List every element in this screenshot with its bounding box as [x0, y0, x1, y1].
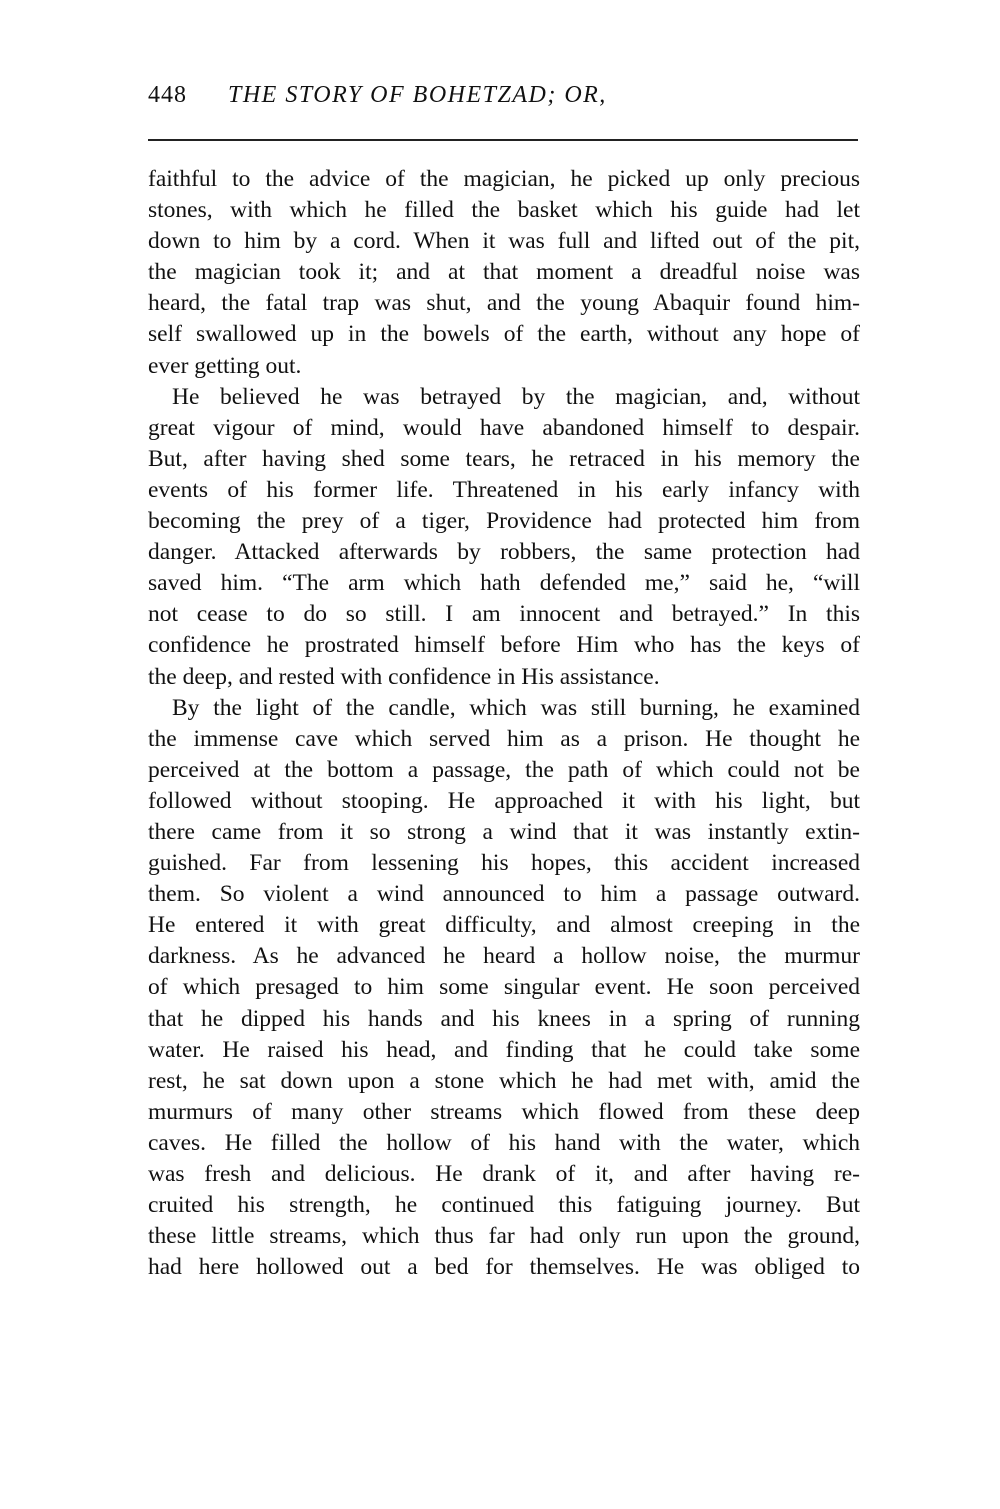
- text-line: becoming the prey of a tiger, Providence had protected him from: [148, 508, 860, 535]
- text-line: great vigour of mind, would have abandoned himself to despair.: [148, 414, 860, 441]
- text-line: murmurs of many other streams which flowed from these deep: [148, 1098, 860, 1125]
- text-line: the magician took it; and at that moment a dreadful noise was: [148, 259, 860, 286]
- text-line: rest, he sat down upon a stone which he had met with, amid the: [148, 1067, 860, 1094]
- text-line: was fresh and delicious. He drank of it, and after having re-: [148, 1161, 860, 1187]
- text-line: events of his former life. Threatened in his early infancy with: [148, 476, 860, 503]
- text-line: stones, with which he filled the basket which his guide had let: [148, 197, 860, 224]
- text-line: there came from it so strong a wind that it was instantly extin-: [148, 818, 860, 845]
- text-line: confidence he prostrated himself before Him who has the keys of: [148, 632, 860, 659]
- text-line: the immense cave which served him as a prison. He thought he: [148, 725, 860, 752]
- text-line: of which presaged to him some singular event. He soon perceived: [148, 974, 860, 1001]
- text-line: But, after having shed some tears, he retraced in his memory the: [148, 445, 860, 472]
- text-line: self swallowed up in the bowels of the earth, without any hope of: [148, 321, 860, 348]
- text-line: He entered it with great difficulty, and almost creeping in the: [148, 912, 860, 939]
- text-line: them. So violent a wind announced to him a passage outward.: [148, 881, 860, 908]
- text-line: had here hollowed out a bed for themselves. He was obliged to: [148, 1254, 860, 1281]
- text-line: these little streams, which thus far had only run upon the ground,: [148, 1223, 860, 1250]
- text-line: guished. Far from lessening his hopes, this accident increased: [148, 850, 860, 877]
- text-line: darkness. As he advanced he heard a hollow noise, the murmur: [148, 943, 860, 970]
- text-line: ever getting out.: [148, 352, 302, 379]
- text-line: the deep, and rested with confidence in His assistance.: [148, 663, 660, 690]
- header-rule: [148, 139, 858, 141]
- running-header: [148, 82, 860, 116]
- text-line: that he dipped his hands and his knees in a spring of running: [148, 1005, 860, 1032]
- page-number: 448: [148, 82, 187, 108]
- text-line: perceived at the bottom a passage, the path of which could not be: [148, 756, 860, 783]
- text-line: not cease to do so still. I am innocent and betrayed.” In this: [148, 601, 860, 628]
- text-line: caves. He filled the hollow of his hand with the water, which: [148, 1129, 860, 1156]
- text-line: cruited his strength, he continued this fatiguing journey. But: [148, 1192, 860, 1219]
- text-line: water. He raised his head, and finding that he could take some: [148, 1036, 860, 1063]
- text-line: followed without stooping. He approached it with his light, but: [148, 787, 860, 814]
- page-body: [148, 164, 860, 1283]
- text-line: By the light of the candle, which was still burning, he examined: [172, 694, 860, 721]
- running-title: THE STORY OF BOHETZAD; OR,: [228, 82, 607, 108]
- text-line: heard, the fatal trap was shut, and the young Abaquir found him-: [148, 290, 860, 317]
- text-line: faithful to the advice of the magician, he picked up only precious: [148, 166, 860, 192]
- text-line: danger. Attacked afterwards by robbers, the same protection had: [148, 539, 860, 566]
- text-line: He believed he was betrayed by the magician, and, without: [172, 383, 860, 410]
- text-line: down to him by a cord. When it was full and lifted out of the pit,: [148, 228, 860, 255]
- text-line: saved him. “The arm which hath defended me,” said he, “will: [148, 570, 860, 597]
